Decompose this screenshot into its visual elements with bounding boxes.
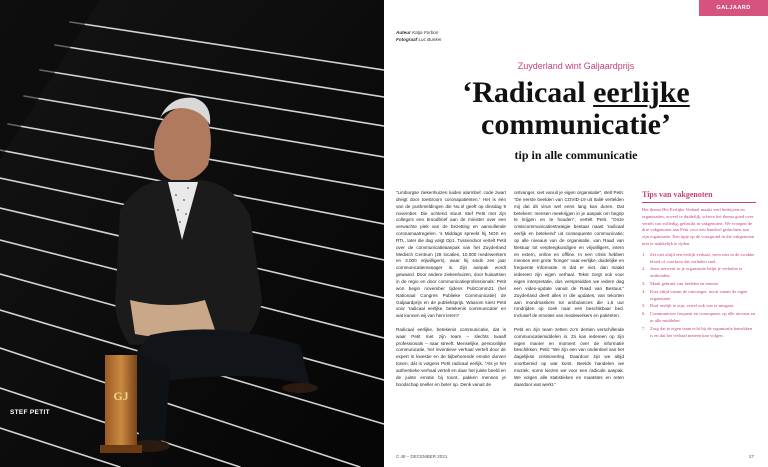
page-number: 27 (748, 454, 754, 459)
headline-line2: communicatie’ (481, 108, 671, 141)
headline (384, 77, 768, 141)
tip-item: 4. Kies altijd vanuit de ontvanger, nooit vanuit de eigen organisatie. (642, 288, 748, 301)
trophy (100, 355, 142, 453)
body-column-1 (396, 190, 506, 395)
credits (396, 30, 442, 44)
tips-title: Tips van vakgenoten (642, 190, 756, 203)
paragraph: Petit en zijn team zetten zo’n dertien verschillende communicatiemiddelen in. Zo kan iedereen op zijn eigen manier en moment over de informatie beschikken. Petit: “We zijn een van onderdeel van het dagelijkse crisisoverleg. Daardoor zijn we altijd voortbereid op wat komt. Beelds handelen we muziek, soms kiezen we voor een radicale aanpak. We volgen alle statistieken en maatstes en reten daardoor wat werkt.” (514, 326, 624, 387)
section-label: GALJAARD (699, 0, 768, 16)
headline-part1: ‘Radicaal (462, 76, 594, 109)
photo-caption: STEF PETIT (10, 409, 50, 416)
article-page (384, 0, 768, 467)
tip-item: 6. Communiceer frequent en consequent, op alle niveaus en in alle middelen. (642, 311, 756, 323)
tip-item: 3. Maak gebruik van beelden en emotie. (642, 280, 720, 286)
photographer-name: Luc Bunker (418, 36, 442, 42)
photographer-label: Fotograaf (396, 36, 418, 42)
kicker: Zuyderland wint Galjaardprijs (517, 61, 635, 71)
headline-underlined: eerlijke (593, 76, 690, 109)
subhead: tip in alle communicatie (514, 148, 638, 162)
tips-sidebar (642, 190, 756, 340)
author-label: Auteur (396, 30, 411, 35)
tips-list (642, 252, 756, 340)
paragraph: Radicaal eerlijke, betekenis communicatie, dat is waar Petit met zijn team – slechts twaalf professionals – naar streeft. Menselijke, persoonlijke communicatie, het inventieve verhaal vertelt door de expert in kwestie en de bijbehorende emotie durven tonen; dát is volgens Petit radicaal eerlijk. “Als je het authentieke verhaal vertelt en daar het juiste beeld en de juiste emotie bij toont, pakken mensen je boodschap sneller en beter op. Denk vanuit de (396, 326, 506, 387)
tip-item: 7. Zorg dat je eigen team echt bij de organisatie betrokken is en dat het verhaal meteen kan volgen. (642, 325, 753, 338)
trophy-text: GJ (113, 389, 129, 403)
tip-item: 5. Durf eerlijk te zijn; vertel ook wat er misgaat. (642, 303, 735, 309)
tips-intro: Het thema Het Eerlijke Verhaal maakt veel bedrijven en organisaties, zoveel te duidelijk, scheve het thema goed over vertelt van volledig, gebruikt in vakgenoten. We vroegen de drie vakgenoten aan Petit voor een handvol gedachten aan zijn organisatie. Een tipje op de voorgrond in die vakgenoten niet te makkelijk te rijden. (642, 207, 755, 246)
body-column-2 (514, 190, 624, 395)
paragraph: “Limburgse ziekenhuizen luiden alarmbel: code zwart dreigt door toestroom coronapatiënten.” Het is één van de pushmeldingen die Nu.nl geeft op dinsdag 9 november. Die ochtend stuurt Stef Petit met zijn collega’s een broodbrief aan de minister over een verwachte piek van de bezetting en aanvullende coronamaatregelen. ’s Middags spreekt hij NOS en RTL, later die dag volgt Op1. Tussendoor vertelt Petit over de communicatieaanpak van het Zuyderland Medisch Centrum (28 locaties, 10.000 medewerkers en 3.000 vrijwilligers), waar hij sinds zes jaar communicatiemanager is. Zijn aanpak wordt gewaard. Door andere ziekenhuizen, door huisartsen in de regio en door communicatieprofessionals: Petit won begin november tijdens PubComm21 (het Nationaal Congres Publieke Communicatie) de Galjaardprijs en de publieksprijs. Waarom kiest Petit voor ‘radicaal eerlijke, betekenis communicatie’ en wat kunnen wij van hem leren? (396, 190, 506, 319)
tip-item: 2. Jouw netwerk in je organisatie helpt je verhalen te onthouden. (642, 266, 743, 279)
paragraph: ontvanger, niet vanuit je eigen organisatie”, stelt Petit. “De eerste beelden van COVID-19 uit Italië vertelden mij dat dit virus wel eens lang kan duren. Dat betekent: mensen meekrijgen in je aanpak om begrip te krijgen en te houden”, vertelt Petit. “Onze crisiscommunicatiestrategie bestaat naast ‘radicaal eerlijk en betekend’ uit consequente communicatie; op alle niveaus van de organisatie, van Raad van Bestuur tot verpleegkundigen en vrijwilligers, intern en extern, online en offline. In een crisis hebben mensen een grote ‘honger’ naar eerlijke, duidelijke en frequente informatie. Is dat er niet, dan maakt iedereen zijn eigen verhaal. Tekst zorgt ook voor eigen interpretatie, dus verspreidden we iedere dag een video-update vanuit de Raad van Bestuur.” Zuyderland deelt alles in die updates, van tekorten aan mondmaskers tot ambulances die 1,5 uur rondrijden op zoek naar een beschikbaar bed. Inclusief de emoties van medewerkers en patiënten. (514, 190, 624, 319)
footer-issue: C 48 – DECEMBER 2021 (396, 454, 448, 459)
author-name: Katja Forbon (412, 30, 439, 35)
tip-item: 1. Zet niet altijd een eerlijk verhaal, weer niet in de zwakke bloed of voorkom dat verhalen snel. (642, 251, 755, 264)
